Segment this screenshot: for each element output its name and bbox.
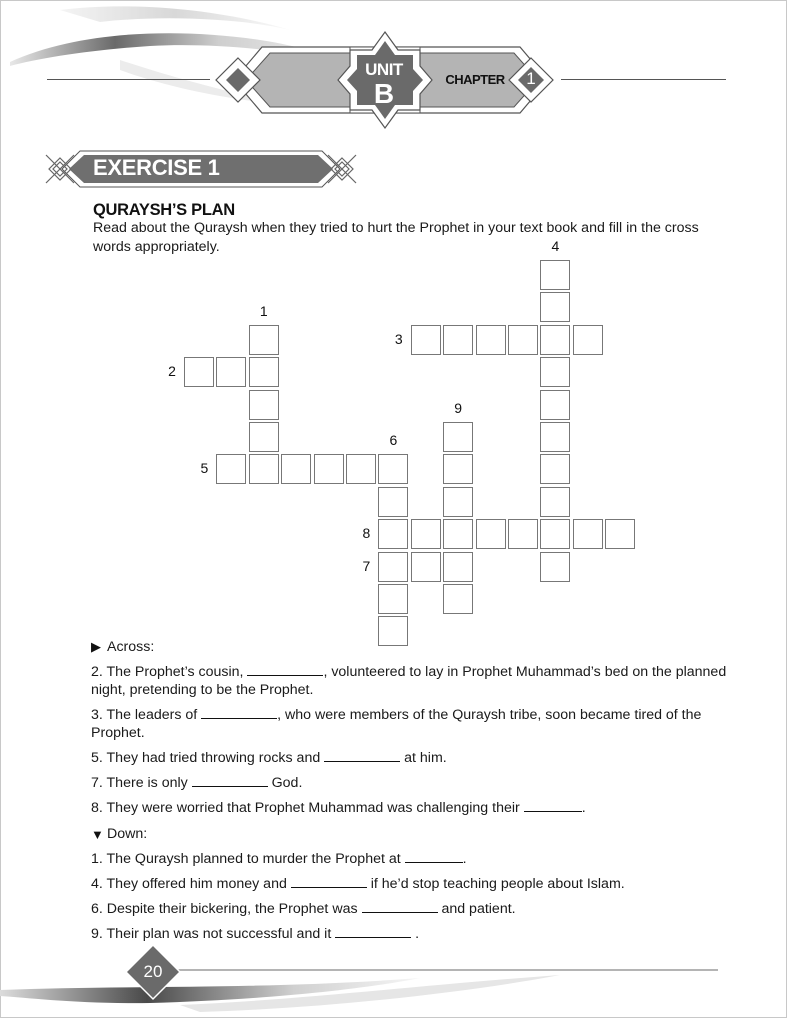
triangle-down-icon: ▼ (91, 826, 104, 842)
page-number: 20 (143, 962, 163, 981)
crossword-cell[interactable] (346, 454, 376, 484)
down-heading-label: Down: (107, 826, 148, 842)
crossword-cell[interactable] (540, 325, 570, 355)
answer-blank[interactable] (362, 900, 438, 913)
crossword-cell[interactable] (184, 357, 214, 387)
crossword-cell[interactable] (249, 454, 279, 484)
answer-blank[interactable] (247, 663, 323, 676)
crossword-cell[interactable] (378, 487, 408, 517)
clue-text-after: God. (267, 775, 303, 791)
crossword-cell[interactable] (411, 552, 441, 582)
crossword-cell[interactable] (573, 519, 603, 549)
crossword-cell[interactable] (411, 325, 441, 355)
clues-section (91, 637, 741, 950)
across-heading-label: Across: (107, 639, 155, 655)
clue-text-before: 5. They had tried throwing rocks and (91, 750, 325, 766)
crossword-cell[interactable] (443, 454, 473, 484)
answer-blank[interactable] (201, 706, 277, 719)
crossword-cell[interactable] (508, 519, 538, 549)
footer-swoosh-decoration (0, 935, 787, 1018)
section-title: QURAYSH’S PLAN (93, 201, 235, 219)
header-rule-left (47, 79, 210, 80)
clue-item (91, 799, 741, 817)
crossword-cell[interactable] (540, 552, 570, 582)
crossword-cell[interactable] (216, 454, 246, 484)
crossword-cell[interactable] (443, 325, 473, 355)
crossword-cell[interactable] (540, 292, 570, 322)
crossword-cell[interactable] (249, 422, 279, 452)
crossword-cell[interactable] (314, 454, 344, 484)
clue-text-before: 3. The leaders of (91, 707, 202, 723)
clue-text-before: 2. The Prophet’s cousin, (91, 664, 248, 680)
crossword-cell[interactable] (249, 390, 279, 420)
crossword-cell[interactable] (573, 325, 603, 355)
clue-number-label: 2 (168, 363, 176, 380)
crossword-cell[interactable] (443, 422, 473, 452)
answer-blank[interactable] (192, 774, 268, 787)
crossword-cell[interactable] (540, 487, 570, 517)
clue-text-before: 9. Their plan was not successful and it (91, 926, 336, 942)
crossword-cell[interactable] (476, 325, 506, 355)
clue-number-label: 9 (454, 400, 463, 416)
clue-text-after: and patient. (437, 901, 516, 917)
crossword-cell[interactable] (508, 325, 538, 355)
clue-number-label: 1 (259, 302, 268, 319)
crossword-cell[interactable] (605, 519, 635, 549)
crossword-cell[interactable] (540, 454, 570, 484)
answer-blank[interactable] (324, 749, 400, 762)
clue-item (91, 663, 741, 699)
clue-item (91, 875, 741, 893)
clue-item (91, 749, 741, 767)
crossword-cell[interactable] (249, 357, 279, 387)
crossword-cell[interactable] (540, 357, 570, 387)
clue-number-label: 5 (200, 460, 209, 477)
clue-number-label: 7 (362, 557, 371, 574)
clue-text-before: 1. The Quraysh planned to murder the Prophet at (91, 851, 405, 867)
clue-text-before: 8. They were worried that Prophet Muhammad was challenging their (91, 800, 524, 816)
crossword-cell[interactable] (216, 357, 246, 387)
crossword-cell[interactable] (378, 519, 408, 549)
clue-text-before: 6. Despite their bickering, the Prophet was (91, 901, 362, 917)
instructions: Read about the Quraysh when they tried to hurt the Prophet in your text book and fill in the cross words appropriately. (93, 220, 699, 255)
unit-label: UNIT (365, 60, 403, 79)
crossword-cell[interactable] (411, 519, 441, 549)
clue-text-after: at him. (400, 750, 447, 766)
crossword-cell[interactable] (540, 519, 570, 549)
clue-text-after: , volunteered to lay in Prophet Muhammad’s bed on the planned night, pretending to be the Prophet. (91, 664, 727, 698)
exercise-title: EXERCISE 1 (93, 155, 220, 180)
triangle-right-icon: ▶ (91, 639, 101, 654)
answer-blank[interactable] (524, 799, 582, 812)
chapter-number: 1 (526, 69, 536, 88)
down-clue-list (91, 850, 741, 943)
answer-blank[interactable] (291, 875, 367, 888)
crossword-cell[interactable] (540, 260, 570, 290)
clue-text-after: if he’d stop teaching people about Islam. (366, 876, 625, 892)
clue-text-before: 4. They offered him money and (91, 876, 291, 892)
clue-item (91, 900, 741, 918)
clue-item (91, 850, 741, 868)
clue-number-label: 8 (362, 525, 371, 542)
crossword-cell[interactable] (443, 487, 473, 517)
clue-text-after: . (462, 851, 467, 867)
unit-letter: B (373, 78, 395, 109)
clue-item (91, 774, 741, 792)
crossword-cell[interactable] (476, 519, 506, 549)
crossword-cell[interactable] (378, 454, 408, 484)
across-clue-list (91, 663, 741, 817)
crossword-cell[interactable] (378, 584, 408, 614)
clue-text-after: , who were members of the Quraysh tribe, soon became tired of the Prophet. (91, 707, 702, 741)
clue-number-label: 3 (394, 330, 403, 347)
crossword-cell[interactable] (540, 390, 570, 420)
crossword-cell[interactable] (540, 422, 570, 452)
crossword-cell[interactable] (378, 552, 408, 582)
clue-number-label: 4 (551, 238, 560, 254)
answer-blank[interactable] (405, 850, 463, 863)
crossword-cell[interactable] (443, 552, 473, 582)
clue-text-after: . (411, 926, 420, 942)
crossword-cell[interactable] (281, 454, 311, 484)
clue-item (91, 706, 741, 742)
crossword-cell[interactable] (443, 519, 473, 549)
clue-number-label: 6 (389, 432, 398, 449)
chapter-label: CHAPTER (445, 72, 505, 87)
clue-text-before: 7. There is only (91, 775, 192, 791)
crossword-cell[interactable] (443, 584, 473, 614)
crossword-cell[interactable] (249, 325, 279, 355)
clue-text-after: . (581, 800, 586, 816)
across-heading (91, 637, 741, 657)
down-heading (91, 824, 741, 844)
